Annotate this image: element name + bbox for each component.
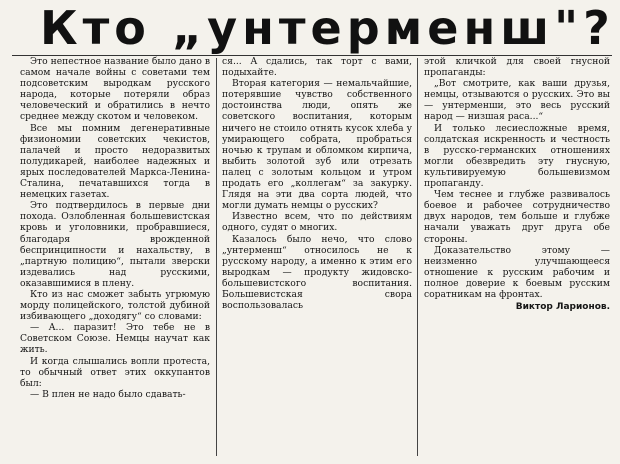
article-paragraph: Это непестное название было дано в самом начале войны с советами тем подсоветским выродкам русского народа, которые потеряли образ человеческий и обратились в нечто среднее между скотом и человеком. bbox=[20, 56, 210, 123]
article-paragraph: этой кличкой для своей гнусной пропаганды: bbox=[424, 56, 610, 79]
article-paragraph: „Вот смотрите, как ваши друзья, немцы, отзываются о русских. Это вы — унтерменши, это весь русский народ — низшая раса...“ bbox=[424, 78, 610, 123]
article-paragraph: — В плен не надо было сдавать- bbox=[30, 388, 186, 400]
article-paragraph: — А... паразит! Это тебе не в Советском Союзе. Немцы научат как жить. bbox=[20, 322, 210, 356]
author-signature: Виктор Ларионов. bbox=[515, 302, 610, 313]
article-paragraph: Казалось было нечо, что слово „унтерменш“ относилось не к русскому народу, а именно к этим его выродкам — продукту жидовско-большевистского воспитания. Большевистская свора воспользовалась bbox=[222, 233, 412, 312]
article-paragraph: Это подтвердилось в первые дни похода. Озлобленная большевистская кровь и уголовники, пробравшиеся, благодаря врожденной беспринципности и нахальству, в „партную полицию“, пытали зверски издевались над русскими, оказавшимися в плену. bbox=[20, 200, 210, 289]
column-divider bbox=[417, 58, 418, 456]
article-column-2 bbox=[222, 56, 412, 460]
article-paragraph: Кто из нас сможет забыть угрюмую морду полицейского, толстой дубиной избивающего „доходягу“ со словами: bbox=[20, 288, 210, 323]
article-column-1 bbox=[20, 56, 210, 460]
article-title: Кто „унтерменш"? bbox=[40, 1, 615, 55]
article-paragraph: И только лесиесложные время, солдатская искренность и честность в русско-германских отношениях могли обезвредить эту гнусную, культивируемую большевизмом пропаганду. bbox=[424, 122, 610, 190]
article-paragraph: ся... А сдались, так торт с вами, подыхайте. bbox=[222, 56, 412, 79]
article-paragraph: Вторая категория — немальчайшие, потерявшие чувство собственного достоинства люди, опять же советского воспитания, которым ничего не стоило отнять кусок хлеба у умирающего собрата, пробраться ночью к трупам и обломком кирпича, выбить золотой зуб или отрезать палец с золотым кольцом и утром продать его „коллегам“ за закурку. Глядя на эти два сорта людей, что могли думать немцы о русских? bbox=[222, 78, 412, 212]
article-paragraph: И когда слышались вопли протеста, то обычный ответ этих оккупантов был: bbox=[20, 355, 210, 389]
article-paragraph: Доказательство этому — неизменно улучшающееся отношение к русским рабочим и полное доверие к боевым русским соратникам на фронтах. bbox=[424, 244, 610, 300]
article-column-3 bbox=[424, 56, 610, 460]
article-paragraph: Известно всем, что по действиям одного, судят о многих. bbox=[222, 211, 412, 234]
article-paragraph: Чем теснее и глубже развивалось боевое и рабочее сотрудничество двух народов, тем больше и глубже начали уважать друг друга обе стороны. bbox=[424, 189, 610, 245]
column-divider bbox=[216, 58, 217, 456]
article-paragraph: Все мы помним дегенеративные физиономии советских чекистов, палачей и просто недоразвитых полудикарей, наиболее надежных и ярых последователей Маркса-Ленина-Сталина, печатавшихся тогда в немецких газетах. bbox=[20, 122, 210, 201]
